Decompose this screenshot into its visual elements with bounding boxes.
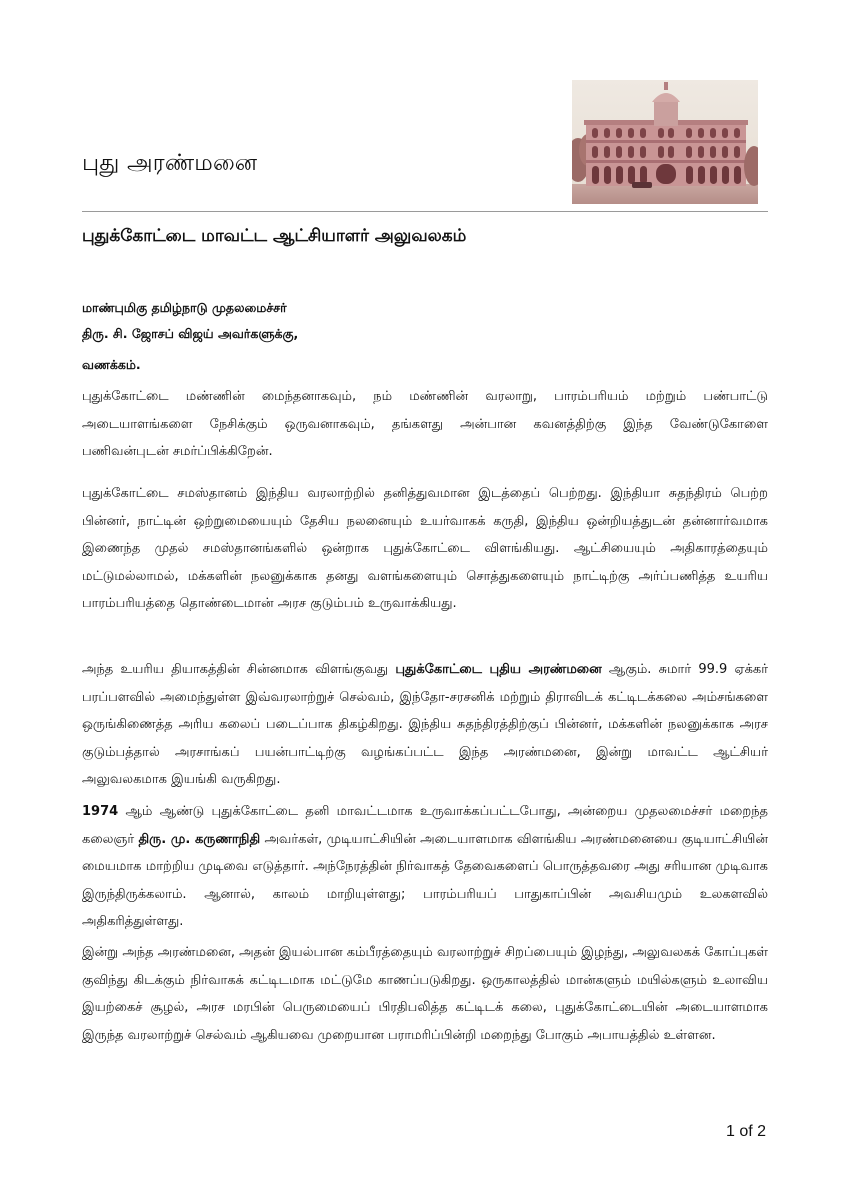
paragraph-4-text-b: அவர்கள், முடியாட்சியின் அடையாளமாக விளங்கிய அரண்மனையை குடியாட்சியின் மையமாக மாற்றிய முடிவை எடுத்தார். அந்நேரத்தின் நிர்வாகத் தேவைகளைப் பொருத்தவரை அது சரியான முடிவாக இருந்திருக்கலாம். ஆனால், காலம் மாறியுள்ளது; பாரம்பரியப் பாதுகாப்பின் அவசியமும் உலகளவில் அதிகரித்துள்ளது. [82,831,768,929]
palace-photo [572,80,758,204]
paragraph-2: புதுக்கோட்டை சமஸ்தானம் இந்திய வரலாற்றில் தனித்துவமான இடத்தைப் பெற்றது. இந்தியா சுதந்திரம் பெற்ற பின்னர், நாட்டின் ஒற்றுமையையும் தேசிய நலனையும் உயர்வாகக் கருதி, இந்திய ஒன்றியத்துடன் தன்னார்வமாக இணைந்த முதல் சமஸ்தானங்களில் ஒன்றாக புதுக்கோட்டை விளங்கியது. ஆட்சியையும் அதிகாரத்தையும் மட்டுமல்லாமல், மக்களின் நலனுக்காக தனது வளங்களையும் சொத்துகளையும் நாட்டிற்கு அர்ப்பணித்த உயரிய பாரம்பரியத்தை தொண்டைமான் அரச குடும்பம் உருவாக்கியது. [82,486,768,611]
document-title: புது அரண்மனை [82,150,258,176]
greeting: வணக்கம். [82,357,141,372]
page-number: 1 of 2 [725,1123,766,1140]
office-heading: புதுக்கோட்டை மாவட்ட ஆட்சியாளர் அலுவலகம் [82,226,467,246]
paragraph-3-emphasis: புதுக்கோட்டை புதிய அரண்மனை [395,662,602,677]
paragraph-5: இன்று அந்த அரண்மனை, அதன் இயல்பான கம்பீரத்தையும் வரலாற்றுச் சிறப்பையும் இழந்து, அலுவலகக் கோப்புகள் குவிந்து கிடக்கும் நிர்வாகக் கட்டிடமாக மட்டுமே காணப்படுகிறது. ஒருகாலத்தில் மான்களும் மயில்களும் உலாவிய இயற்கைச் சூழல், அரச மரபின் பெருமையைப் பிரதிபலித்த கட்டிடக் கலை, புதுக்கோட்டையின் அடையாளமாக இருந்த வரலாற்றுச் செல்வம் ஆகியவை முறையான பராமரிப்பின்றி மறைந்து போகும் அபாயத்தில் உள்ளன. [82,945,768,1043]
addressee-name: திரு. சி. ஜோசப் விஜய் அவர்களுக்கு, [82,326,299,341]
paragraph-4 [82,798,768,936]
paragraph-3 [82,656,768,794]
addressee-block [82,295,298,347]
paragraph-3-text-a: அந்த உயரிய தியாகத்தின் சின்னமாக விளங்குவது [82,662,396,677]
header-divider [82,211,768,212]
paragraph-4-emphasis: திரு. மு. கருணாநிதி [138,831,261,847]
paragraph-4-text-a: ஆம் ஆண்டு புதுக்கோட்டை தனி மாவட்டமாக உருவாக்கப்பட்டபோது, அன்றைய முதலமைச்சர் மறைந்த கலைஞர் [82,804,768,847]
paragraph-3-text-b: ஆகும். சுமார் 99.9 ஏக்கர் பரப்பளவில் அமைந்துள்ள இவ்வரலாற்றுச் செல்வம், இந்தோ-சரசனிக் மற்றும் திராவிடக் கட்டிடக்கலை அம்சங்களை ஒருங்கிணைத்த அரிய கலைப் படைப்பாக திகழ்கிறது. இந்திய சுதந்திரத்திற்குப் பின்னர், மக்களின் நலனுக்காக அரச குடும்பத்தால் அரசாங்கப் பயன்பாட்டிற்கு வழங்கப்பட்ட இந்த அரண்மனை, இன்று மாவட்ட ஆட்சியர் அலுவலகமாக இயங்கி வருகிறது. [82,662,768,787]
paragraph-4-year: 1974 [82,804,119,819]
addressee-title: மாண்புமிகு தமிழ்நாடு முதலமைச்சர் [82,300,287,315]
paragraph-1: புதுக்கோட்டை மண்ணின் மைந்தனாகவும், நம் மண்ணின் வரலாறு, பாரம்பரியம் மற்றும் பண்பாட்டு அடையாளங்களை நேசிக்கும் ஒருவனாகவும், தங்களது அன்பான கவனத்திற்கு இந்த வேண்டுகோளை பணிவன்புடன் சமர்ப்பிக்கிறேன். [82,389,768,459]
